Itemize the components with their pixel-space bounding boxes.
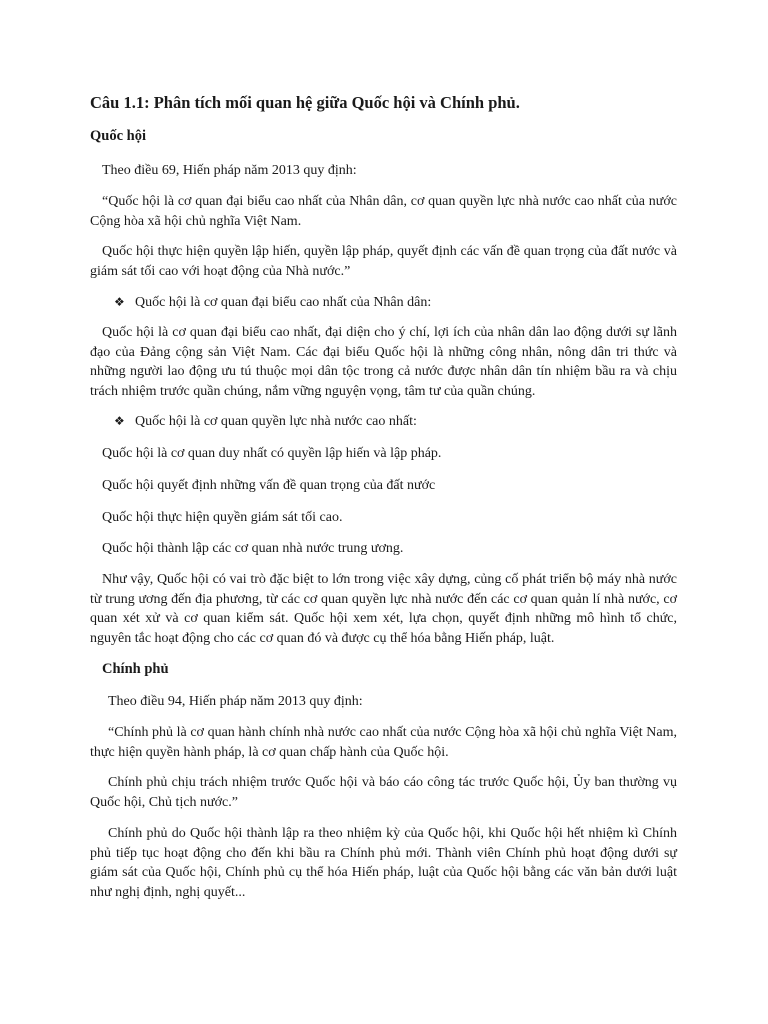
quoc-hoi-conclusion: Như vậy, Quốc hội có vai trò đặc biệt to lớn trong việc xây dựng, củng cố phát triển bộ máy nhà nước từ trung ương đến địa phương, từ các cơ quan quyền lực nhà nước đến các cơ quan quản lí nhà nước, cơ quan xét xử và cơ quan kiểm sát. Quốc hội xem xét, lựa chọn, quyết định những mô hình tổ chức, nguyên tắc hoạt động cho các cơ quan đó và được cụ thể hóa bằng Hiến pháp, luật. [90, 572, 677, 646]
power-line-4: Quốc hội thành lập các cơ quan nhà nước trung ương. [102, 541, 404, 556]
heading-chinh-phu: Chính phủ [102, 661, 169, 677]
bullet-1-paragraph: Quốc hội là cơ quan đại biểu cao nhất, đại diện cho ý chí, lợi ích của nhân dân lao động dưới sự lãnh đạo của Đảng cộng sản Việt Nam. Các đại biểu Quốc hội là những công nhân, nông dân tri thức và những người lao động ưu tú thuộc mọi dân tộc trong cả nước được nhân dân tín nhiệm bầu ra và chịu trách nhiệm trước quần chúng, nắm vững nguyện vọng, tâm tư của quần chúng. [90, 325, 677, 399]
quoc-hoi-intro: Theo điều 69, Hiến pháp năm 2013 quy định: [102, 163, 357, 178]
quoc-hoi-quote-1: “Quốc hội là cơ quan đại biểu cao nhất của Nhân dân, cơ quan quyền lực nhà nước cao nhất của nước Cộng hòa xã hội chủ nghĩa Việt Nam. [90, 194, 677, 229]
power-line-3: Quốc hội thực hiện quyền giám sát tối cao. [102, 510, 343, 525]
power-line-2: Quốc hội quyết định những vấn đề quan trọng của đất nước [102, 478, 436, 493]
bullet-item-1 [114, 293, 431, 313]
diamond-bullet-icon: ❖ [114, 414, 125, 428]
chinh-phu-quote-1: “Chính phủ là cơ quan hành chính nhà nước cao nhất của nước Cộng hòa xã hội chủ nghĩa Việt Nam, thực hiện quyền hành pháp, là cơ quan chấp hành của Quốc hội. [90, 725, 677, 760]
chinh-phu-body: Chính phủ do Quốc hội thành lập ra theo nhiệm kỳ của Quốc hội, khi Quốc hội hết nhiệm kì Chính phủ tiếp tục hoạt động cho đến khi bầu ra Chính phủ mới. Thành viên Chính phủ hoạt động dưới sự giám sát của Quốc hội, Chính phủ cụ thể hóa Hiến pháp, luật của Quốc hội bằng các văn bản dưới luật như nghị định, nghị quyết... [90, 826, 677, 900]
heading-quoc-hoi: Quốc hội [90, 128, 146, 144]
bullet-item-2 [114, 412, 417, 432]
quoc-hoi-quote-2: Quốc hội thực hiện quyền lập hiến, quyền lập pháp, quyết định các vấn đề quan trọng của đất nước và giám sát tối cao với hoạt động của Nhà nước.” [90, 244, 677, 279]
power-line-1: Quốc hội là cơ quan duy nhất có quyền lập hiến và lập pháp. [102, 446, 442, 461]
chinh-phu-intro: Theo điều 94, Hiến pháp năm 2013 quy định: [108, 694, 363, 709]
bullet-item-2-label: Quốc hội là cơ quan quyền lực nhà nước cao nhất: [135, 414, 417, 429]
bullet-item-1-label: Quốc hội là cơ quan đại biểu cao nhất của Nhân dân: [135, 295, 432, 310]
diamond-bullet-icon: ❖ [114, 295, 125, 309]
document-title: Câu 1.1: Phân tích mối quan hệ giữa Quốc hội và Chính phủ. [90, 93, 520, 112]
chinh-phu-quote-2: Chính phủ chịu trách nhiệm trước Quốc hội và báo cáo công tác trước Quốc hội, Ủy ban thường vụ Quốc hội, Chủ tịch nước.” [90, 775, 677, 810]
